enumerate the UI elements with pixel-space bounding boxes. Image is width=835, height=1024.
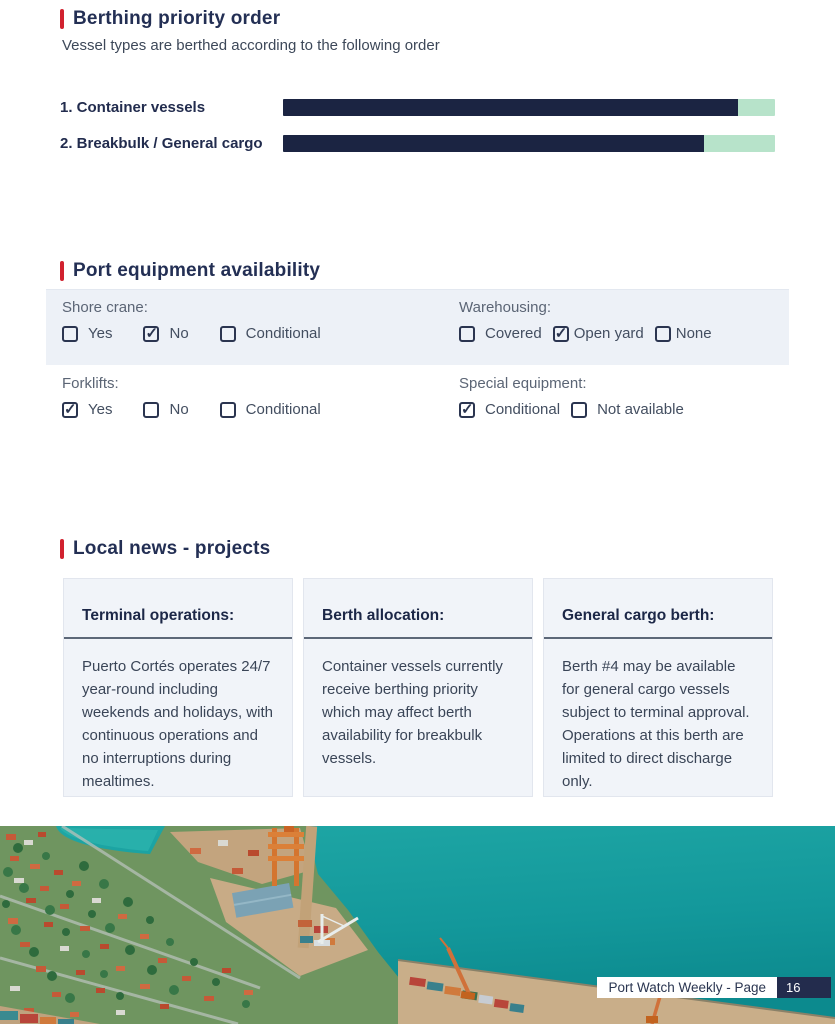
checkbox-option-covered[interactable]	[459, 325, 542, 342]
checkbox-label: Conditional	[485, 401, 561, 418]
checkbox[interactable]: ✓	[145, 324, 159, 342]
bar-track	[283, 99, 775, 116]
checkbox-label: None	[675, 325, 712, 342]
group-label: Warehousing:	[459, 299, 551, 316]
checkbox-option-none[interactable]	[655, 325, 712, 342]
checkbox-option-no[interactable]	[143, 325, 188, 342]
checkbox[interactable]: ✓	[554, 324, 568, 342]
card-body: Berth #4 may be available for general cargo vessels subject to terminal approval. Operations at this berth are limited to direct discharge only.	[562, 658, 750, 790]
berthing-subtitle: Vessel types are berthed according to the following order	[62, 37, 440, 54]
group-label: Special equipment:	[459, 375, 587, 392]
priority-bar-row	[60, 99, 775, 116]
checkbox-option-conditional[interactable]	[459, 401, 560, 418]
checkbox-label: No	[169, 401, 189, 418]
card-title: Berth allocation:	[322, 607, 445, 624]
card-title: General cargo berth:	[562, 607, 715, 624]
group-label: Shore crane:	[62, 299, 148, 316]
checkbox[interactable]	[571, 402, 587, 418]
news-card-berth-allocation	[303, 578, 533, 797]
berthing-title: Berthing priority order	[73, 8, 281, 29]
equipment-section-heading	[60, 260, 320, 282]
priority-bar-chart	[60, 99, 775, 171]
checkbox[interactable]	[220, 326, 236, 342]
heading-accent-bar	[60, 539, 64, 559]
equipment-group-forklifts	[62, 375, 459, 428]
news-section-heading	[60, 538, 270, 560]
berthing-section-heading	[60, 8, 280, 30]
checkbox-label: Open yard	[573, 325, 644, 342]
checkbox[interactable]	[655, 326, 671, 342]
heading-accent-bar	[60, 261, 64, 281]
equipment-panel-plain	[46, 366, 789, 428]
checkbox-option-yes[interactable]	[62, 325, 112, 342]
news-cards	[63, 578, 773, 797]
checkbox-option-conditional[interactable]	[220, 401, 321, 418]
bar-track	[283, 135, 775, 152]
equipment-group-shore-crane	[62, 299, 459, 365]
checkbox-label: Yes	[88, 325, 113, 342]
checkbox[interactable]	[143, 402, 159, 418]
checkbox-option-no[interactable]	[143, 401, 188, 418]
checkbox-label: Conditional	[245, 325, 321, 342]
checkbox-option-open-yard[interactable]	[553, 325, 644, 342]
checkbox[interactable]	[220, 402, 236, 418]
news-title: Local news - projects	[73, 538, 271, 559]
heading-accent-bar	[60, 9, 64, 29]
port-aerial-photo	[0, 826, 835, 1024]
equipment-group-special-equipment	[459, 375, 789, 428]
checkbox-label: Conditional	[245, 401, 321, 418]
checkbox-option-not-available[interactable]	[571, 401, 684, 418]
checkbox[interactable]	[62, 326, 78, 342]
checkbox-label: Covered	[485, 325, 542, 342]
equipment-panel-shaded	[46, 289, 789, 365]
card-title: Terminal operations:	[82, 607, 235, 624]
bar-fill	[283, 135, 704, 152]
checkbox[interactable]: ✓	[461, 400, 474, 418]
checkbox[interactable]	[459, 326, 475, 342]
group-label: Forklifts:	[62, 375, 119, 392]
bar-fill	[283, 99, 738, 116]
checkbox[interactable]: ✓	[64, 400, 77, 418]
footer-badge	[597, 977, 831, 998]
checkbox-label: No	[169, 325, 189, 342]
card-body: Puerto Cortés operates 24/7 year-round including weekends and holidays, with continuous operations and no interruptions during mealtimes.	[82, 658, 273, 790]
bar-label: 1. Container vessels	[60, 99, 206, 116]
checkbox-label: Yes	[88, 401, 113, 418]
checkbox-label: Not available	[597, 401, 684, 418]
footer-page-number: 16	[777, 977, 831, 998]
bar-label: 2. Breakbulk / General cargo	[60, 135, 263, 152]
checkbox-option-conditional[interactable]	[220, 325, 321, 342]
priority-bar-row	[60, 135, 775, 152]
footer-label: Port Watch Weekly - Page	[597, 977, 777, 998]
news-card-terminal-operations	[63, 578, 293, 797]
checkbox-option-yes[interactable]	[62, 401, 112, 418]
news-card-general-cargo-berth	[543, 578, 773, 797]
equipment-title: Port equipment availability	[73, 260, 321, 281]
equipment-group-warehousing	[459, 299, 789, 365]
card-body: Container vessels currently receive berthing priority which may affect berth availability for breakbulk vessels.	[322, 658, 503, 767]
